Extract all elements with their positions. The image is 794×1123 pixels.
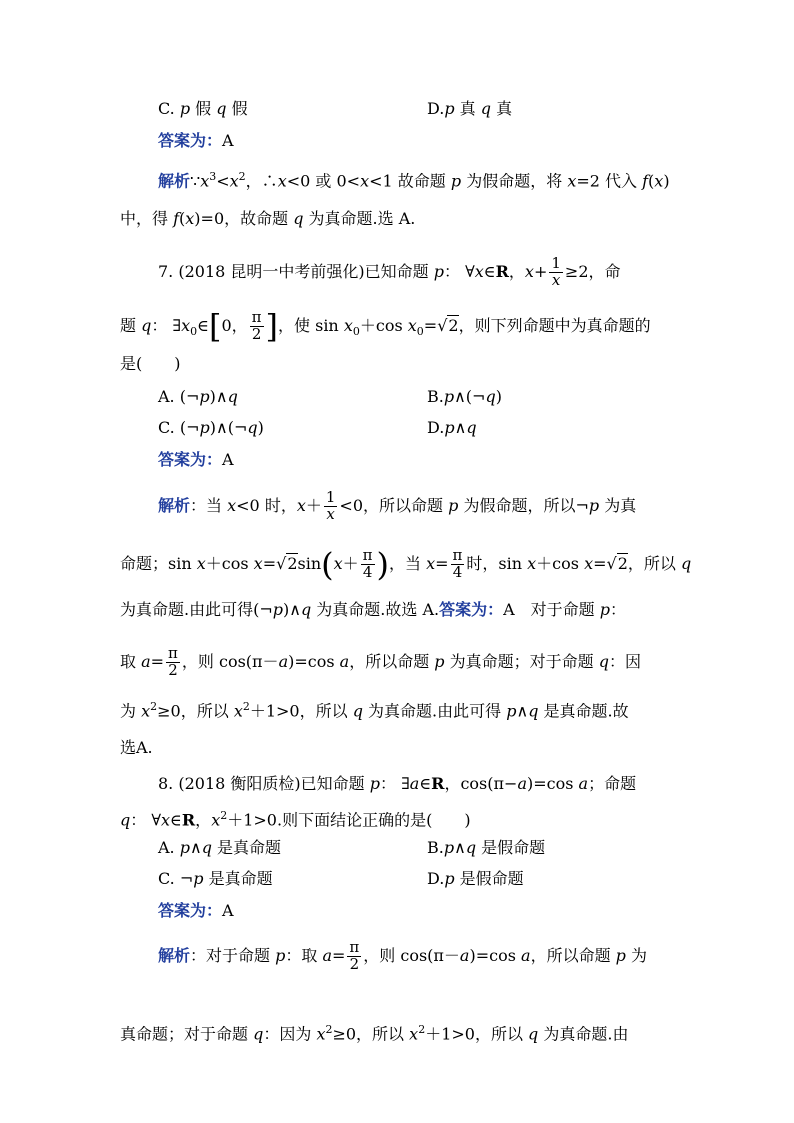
option-d: D.p∧q — [427, 418, 477, 437]
explanation-line: 真命题；对于命题 q：因为 $x^2\ge 0$，所以 $x^2+1>0$，所以 q 为真命题.由 — [120, 1023, 629, 1044]
option-c: C. ¬p 是真命题 — [158, 869, 273, 888]
explanation-line: 中，得 f(x)=0，故命题 q 为真命题.选 A. — [120, 209, 416, 228]
option-a: A. p∧q 是真命题 — [158, 838, 282, 857]
option-b: B.p∧q 是假命题 — [427, 838, 546, 857]
option-d: D.p 真 q 真 — [427, 99, 513, 118]
explanation-line: 取 a= $\frac{\pi}{2}$ ，则 cos(π－a)=cos a，所以命题 p 为真命题；对于命题 q：因 — [120, 644, 641, 679]
answer-line: 答案为：A — [158, 901, 234, 920]
explanation-line: 解析：对于命题 p：取 a= $\frac{\pi}{2}$ ，则 cos(π－a)=cos a，所以命题 p 为 — [158, 938, 647, 973]
option-d: D.p 是假命题 — [427, 869, 524, 888]
question-stem: 7. (2018 昆明一中考前强化)已知命题 p： ∀x∈R，x+ $\frac{1}{x}$ ≥2，命 — [158, 254, 621, 289]
explanation-line: 解析：当 x<0 时，x＋ $\frac{1}{x}$ <0，所以命题 p 为假命题，所以¬p 为真 — [158, 488, 637, 523]
explanation-line: 解析$\because x^3<x^2$，∴x<0 或 0<x<1 故命题 p 为假命题，将 x=2 代入 f(x) — [158, 170, 670, 191]
question-stem: 题 q： $\exists x_0\in[0$， $\frac{\pi}{2}$ ]，使 $\sin x_0+\cos$ $x_0=√2$，则下列命题中为真命题的 — [120, 307, 651, 346]
explanation-line: 为 $x^2\ge 0$，所以 $x^2+1>0$，所以 q 为真命题.由此可得 p∧q 是真命题.故 — [120, 700, 629, 721]
question-stem: 是( ) — [120, 354, 181, 373]
explanation-line: 为真命题.由此可得(¬p)∧q 为真命题.故选 A.答案为：A 对于命题 p： — [120, 600, 627, 619]
option-a: A. (¬p)∧q — [158, 387, 238, 406]
option-b: B.p∧(¬q) — [427, 387, 502, 406]
explanation-line: 选A. — [120, 738, 153, 757]
option-c: C. (¬p)∧(¬q) — [158, 418, 264, 437]
explanation-line: 命题；sin x＋cos x=√2sin(x＋ $\frac{\pi}{4}$ )，当 x= $\frac{\pi}{4}$ 时，sin x＋cos x=√2，所以 q — [120, 545, 692, 584]
question-stem: 8. (2018 衡阳质检)已知命题 p： ∃a∈R，cos(π−a)=cos a；命题 — [158, 774, 637, 793]
option-c: C. p 假 q 假 — [158, 99, 248, 118]
answer-line: 答案为：A — [158, 450, 234, 469]
question-stem: q： ∀x∈R，$x^2+1>0$.则下面结论正确的是( ) — [120, 809, 471, 830]
answer-line: 答案为：A — [158, 131, 234, 150]
